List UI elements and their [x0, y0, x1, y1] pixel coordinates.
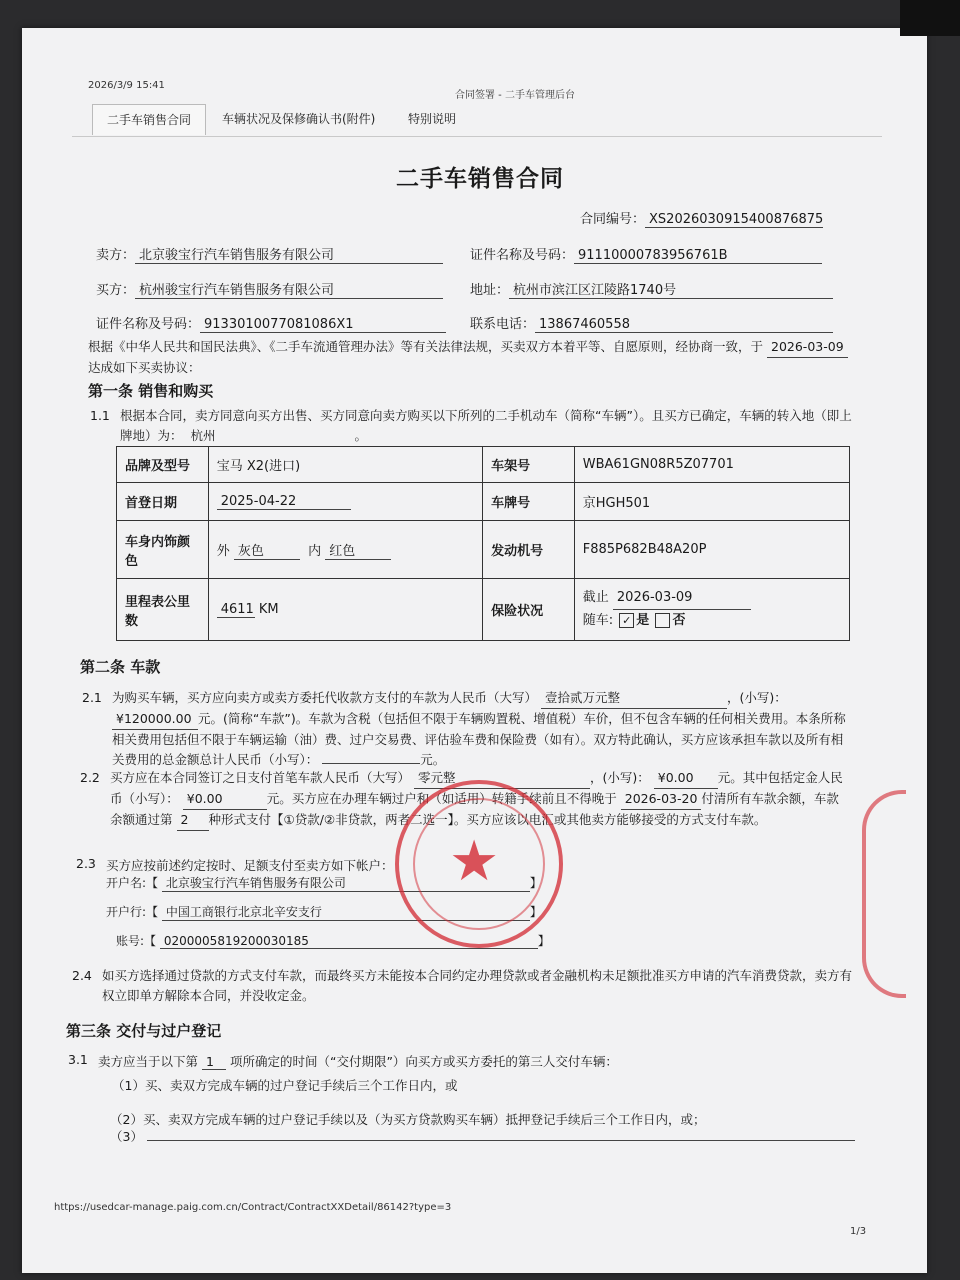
- exterior-prefix: 外: [216, 543, 230, 559]
- preamble-text-2: 达成如下买卖协议：: [88, 360, 201, 375]
- plate-label: 车牌号: [483, 483, 575, 521]
- tab-vehicle-condition[interactable]: 车辆状况及保修确认书(附件): [222, 112, 376, 126]
- buyer-row: [96, 279, 443, 299]
- deposit-amount: ¥0.00: [183, 789, 267, 810]
- background-shadow: [900, 0, 960, 36]
- seller-row: [96, 244, 443, 264]
- reg-date-label: 首登日期: [117, 483, 209, 521]
- clause-2-2-text-e: 付清所有车款余额，车款余额通过第: [110, 791, 839, 827]
- page-number: 1/3: [850, 1226, 867, 1237]
- contract-number: XS2026030915400876875: [645, 212, 823, 228]
- tab-bar: [72, 76, 882, 137]
- price-amount: ¥120000.00: [112, 709, 198, 730]
- clause-3-1-num: 3.1: [68, 1052, 88, 1067]
- brand-value: 宝马 X2(进口): [208, 447, 482, 483]
- clause-2-4-num: 2.4: [72, 968, 92, 983]
- bank-row: 开户行:【 中国工商银行北京北辛安支行 】: [106, 905, 542, 919]
- account-name: 北京骏宝行汽车销售服务有限公司: [162, 874, 530, 892]
- clause-2-2-text-f: 种形式支付【①贷款/②非贷款，两者二选一】。买方应该以电汇或其他卖方能够接受的方式支付车款。: [208, 812, 767, 827]
- delivery-option-3: [110, 1126, 855, 1145]
- total-amount-blank: [322, 763, 420, 764]
- mileage-value: 4611: [217, 602, 255, 618]
- seller-id-row: [470, 244, 822, 264]
- interior-color: 红色: [325, 540, 391, 560]
- partial-seal: [862, 790, 906, 998]
- clause-2-1-text-a: 为购买车辆，买方应向卖方或卖方委托代收款方支付的车款为人民币（大写）: [112, 690, 538, 705]
- preamble-text: 根据《中华人民共和国民法典》、《二手车流通管理办法》等有关法律法规，买卖双方本着平等、自愿原则，经协商一致，于: [88, 339, 764, 354]
- with-car-no-checkbox[interactable]: [655, 613, 670, 628]
- clause-3-1-text-a: 卖方应当于以下第: [98, 1054, 199, 1069]
- contract-number-row: [580, 208, 823, 228]
- interior-prefix: 内: [308, 543, 322, 559]
- phone-row: [470, 313, 833, 333]
- clause-2-1-text-b: ，(小写)：: [727, 690, 787, 705]
- bank-label: 开户行:: [106, 905, 147, 919]
- print-site-title: 合同签署 - 二手车管理后台: [455, 90, 575, 101]
- clause-1-1: 根据本合同，卖方同意向买方出售、买方同意向卖方购买以下所列的二手机动车（简称“车辆”）。且买方已确定，车辆的转入地（即上牌地）为： 杭州 。: [120, 406, 855, 447]
- clause-3-1-text-b: 项所确定的时间（“交付期限”）向买方或买方委托的第三人交付车辆：: [229, 1054, 618, 1069]
- buyer-id-row: [96, 313, 446, 333]
- seller-label: 卖方：: [96, 248, 136, 263]
- delivery-option-3-blank: [147, 1126, 855, 1141]
- with-car-yes-checkbox[interactable]: ✓: [619, 613, 634, 628]
- buyer-id-label: 证件名称及号码：: [96, 317, 201, 332]
- plate-value: 京HGH501: [574, 483, 849, 521]
- with-car-label: 随车:: [582, 613, 614, 628]
- clause-3-1: [98, 1052, 618, 1070]
- buyer-id: 9133010077081086X1: [200, 317, 446, 333]
- first-payment-uppercase: 零元整: [414, 768, 590, 789]
- address-row: [470, 279, 833, 299]
- buyer-label: 买方：: [96, 283, 136, 298]
- delivery-option: 1: [202, 1054, 226, 1070]
- seller-name: 北京骏宝行汽车销售服务有限公司: [135, 244, 443, 264]
- balance-deadline: 2026-03-20: [621, 789, 702, 810]
- payment-method: 2: [177, 810, 209, 831]
- print-datetime: 2026/3/9 15:41: [88, 80, 165, 91]
- insurance-until-label: 截止: [582, 590, 609, 605]
- clause-2-3-text: 买方应按前述约定按时、足额支付至卖方如下帐户：: [106, 858, 394, 873]
- account-number-label: 账号:: [116, 934, 145, 948]
- account-number: 0200005819200030185: [160, 934, 538, 949]
- address-label: 地址：: [470, 283, 510, 298]
- clause-2-4: 如买方选择通过贷款的方式支付车款，而最终买方未能按本合同约定办理贷款或者金融机构未足额批准买方申请的汽车消费贷款，卖方有权立即单方解除本合同，并没收定金。: [102, 968, 853, 1003]
- article-3-title: 第三条 交付与过户登记: [66, 1022, 222, 1040]
- seller-id: 91110000783956761B: [574, 248, 822, 264]
- delivery-option-3-label: （3）: [110, 1129, 143, 1144]
- clause-2-1: [112, 688, 847, 770]
- phone-label: 联系电话：: [470, 317, 536, 332]
- agreement-date: 2026-03-09: [767, 337, 848, 358]
- delivery-option-2: （2）买、卖双方完成车辆的过户登记手续以及（为买方贷款购买车辆）抵押登记手续后三个工作日内，或；: [110, 1112, 706, 1127]
- exterior-color: 灰色: [234, 540, 300, 560]
- mileage-label: 里程表公里数: [117, 579, 209, 641]
- clause-2-1-num: 2.1: [82, 690, 102, 705]
- account-name-label: 开户名:: [106, 876, 147, 890]
- with-car-yes-label: 是: [636, 613, 650, 628]
- page-url: https://usedcar-manage.paig.com.cn/Contract/ContractXXDetail/86142?type=3: [54, 1202, 452, 1213]
- color-label: 车身内饰颜色: [117, 521, 209, 579]
- contract-title: 二手车销售合同: [396, 166, 564, 192]
- clause-2-1-text-c: 元。(简称“车款”)。车款为含税（包括但不限于车辆购置税、增值税）车价，但不包含车辆的任何相关费用。本条所称相关费用包括但不限于车辆运输（油）费、过户交易费、评估验车费和保险费（如有）。双方特此确认，买方应该承担车款以及所有相关费用的总金额总计人民币（小写）：: [112, 711, 846, 767]
- engine-value: F885P682B48A20P: [574, 521, 849, 579]
- account-number-row: 账号:【 0200005819200030185 】: [116, 934, 550, 948]
- with-car-no-label: 否: [672, 613, 686, 628]
- insurance-until-date: 2026-03-09: [613, 587, 751, 610]
- preamble: [88, 337, 858, 378]
- vehicle-info-table: [116, 446, 850, 641]
- mileage-unit: KM: [258, 601, 279, 617]
- contract-number-label: 合同编号：: [580, 212, 646, 227]
- price-uppercase: 壹拾贰万元整: [541, 688, 727, 709]
- clause-2-1-text-d: 元。: [420, 752, 446, 767]
- clause-2-2-num: 2.2: [80, 770, 100, 785]
- article-1-title: 第一条 销售和购买: [88, 382, 214, 400]
- seller-id-label: 证件名称及号码：: [470, 248, 575, 263]
- tab-special-notes[interactable]: 特别说明: [408, 112, 457, 126]
- vin-value: WBA61GN08R5Z07701: [574, 447, 849, 483]
- registration-city: 杭州: [187, 426, 355, 447]
- bank-name: 中国工商银行北京北辛安支行: [162, 903, 530, 921]
- account-name-row: 开户名:【 北京骏宝行汽车销售服务有限公司 】: [106, 876, 542, 890]
- delivery-option-1: （1）买、卖双方完成车辆的过户登记手续后三个工作日内，或: [112, 1078, 458, 1093]
- company-seal: ★: [395, 780, 563, 948]
- vin-label: 车架号: [483, 447, 575, 483]
- clause-2-2-text-a: 买方应在本合同签订之日支付首笔车款人民币（大写）: [110, 770, 411, 785]
- clause-2-2-text-d: 元。买方应在办理车辆过户和（如适用）转籍手续前且不得晚于: [266, 791, 617, 806]
- buyer-phone: 13867460558: [535, 317, 833, 333]
- buyer-address: 杭州市滨江区江陵路1740号: [509, 279, 833, 299]
- engine-label: 发动机号: [483, 521, 575, 579]
- clause-2-2-text-c: 元。其中包括定金人民币（小写）：: [110, 770, 843, 806]
- clause-2-2-text-b: ，(小写)：: [590, 770, 650, 785]
- insurance-label: 保险状况: [483, 579, 575, 641]
- buyer-name: 杭州骏宝行汽车销售服务有限公司: [135, 279, 443, 299]
- first-payment-amount: ¥0.00: [654, 768, 718, 789]
- article-2-title: 第二条 车款: [80, 658, 161, 676]
- brand-label: 品牌及型号: [117, 447, 209, 483]
- clause-2-3-num: 2.3: [76, 856, 96, 871]
- tab-sales-contract[interactable]: 二手车销售合同: [92, 104, 206, 135]
- reg-date-value: 2025-04-22: [217, 494, 351, 510]
- clause-1-1-text: 根据本合同，卖方同意向买方出售、买方同意向卖方购买以下所列的二手机动车（简称“车辆”）。且买方已确定，车辆的转入地（即上牌地）为：: [120, 408, 852, 443]
- clause-1-1-num: 1.1: [90, 408, 110, 423]
